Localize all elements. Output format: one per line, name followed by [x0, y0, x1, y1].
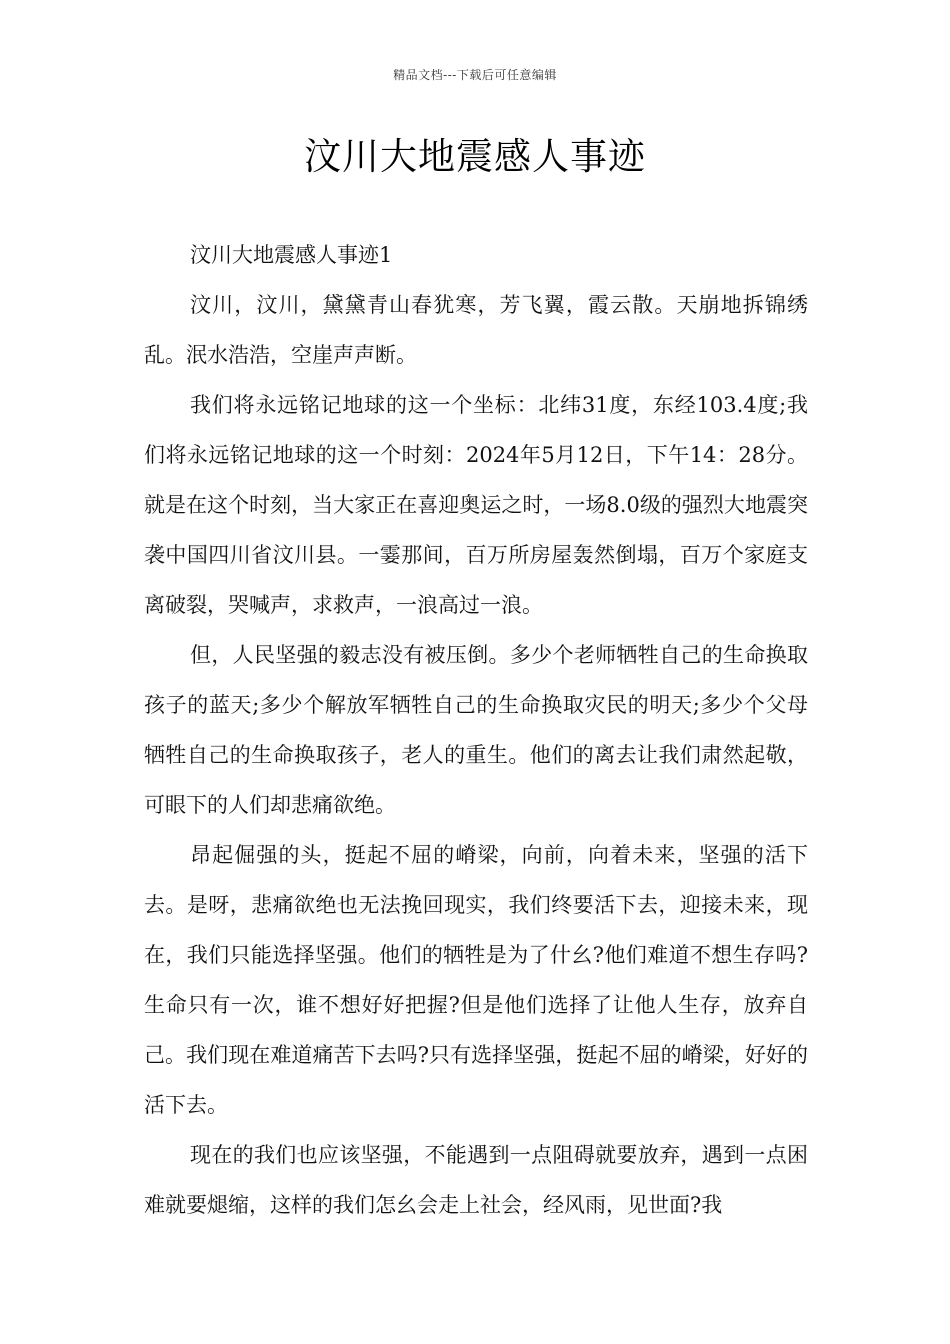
paragraph: 现在的我们也应该坚强，不能遇到一点阻碍就要放弃，遇到一点困难就要煺缩，这样的我们怎幺会走上社会，经风雨，见世面?我: [144, 1143, 808, 1217]
section-heading: 汶川大地震感人事迹1: [190, 243, 393, 267]
header-note: 精品文档---下载后可任意编辑: [393, 68, 557, 82]
paragraph: 我们将永远铭记地球的这一个坐标：北纬31度，东经103.4度;我们将永远铭记地球的这一个时刻：2024年5月12日，下午14：28分。就是在这个时刻，当大家正在喜迎奥运之时，一场8.0级的强烈大地震突袭中国四川省汶川县。一霎那间，百万所房屋轰然倒塌，百万个家庭支离破裂，哭喊声，求救声，一浪高过一浪。: [144, 393, 808, 617]
paragraph: 但，人民坚强的毅志没有被压倒。多少个老师牺牲自己的生命换取孩子的蓝天;多少个解放军牺牲自己的生命换取灾民的明天;多少个父母牺牲自己的生命换取孩子，老人的重生。他们的离去让我们肃然起敬，可眼下的人们却悲痛欲绝。: [144, 643, 808, 817]
document-title: 汶川大地震感人事迹: [304, 135, 646, 178]
paragraph: 汶川，汶川，黛黛青山春犹寒，芳飞翼，霞云散。天崩地拆锦绣乱。泯水浩浩，空崖声声断。: [144, 293, 808, 367]
paragraph: 昂起倔强的头，挺起不屈的嵴梁，向前，向着未来，坚强的活下去。是呀，悲痛欲绝也无法挽回现实，我们终要活下去，迎接未来，现在，我们只能选择坚强。他们的牺牲是为了什幺?他们难道不想生存吗?生命只有一次，谁不想好好把握?但是他们选择了让他人生存，放弃自己。我们现在难道痛苦下去吗?只有选择坚强，挺起不屈的嵴梁，好好的活下去。: [144, 843, 808, 1117]
document-body: [144, 230, 808, 1230]
